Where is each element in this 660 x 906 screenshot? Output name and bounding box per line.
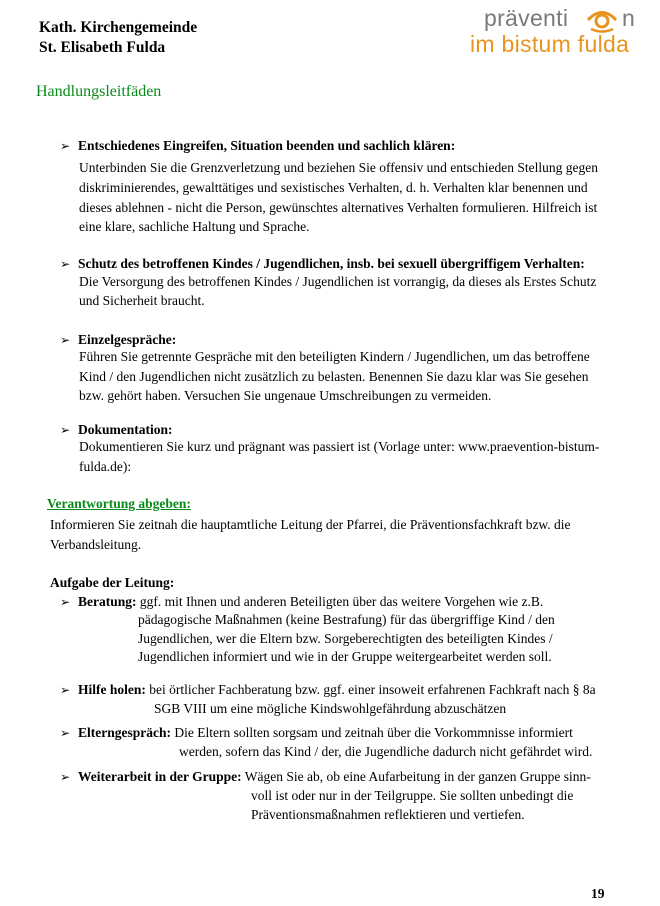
logo-text-line2: im bistum fulda bbox=[470, 31, 630, 57]
bullet-text-line: eine klare, sachliche Haltung und Sprache. bbox=[79, 219, 310, 234]
bullet-title: Entschiedenes Eingreifen, Situation beenden und sachlich klären: bbox=[78, 138, 456, 153]
leadership-item-text-line: werden, sofern das Kind / der, die Jugendliche dadurch nicht gefährdet wird. bbox=[179, 744, 593, 759]
leadership-item-text-line: voll ist oder nur in der Teilgruppe. Sie sollten unbedingt die bbox=[251, 788, 574, 803]
parish-name-line1: Kath. Kirchengemeinde bbox=[39, 19, 198, 36]
leadership-item bbox=[60, 767, 591, 788]
leadership-item bbox=[60, 723, 573, 744]
leadership-item-label: Beratung: bbox=[78, 594, 137, 609]
arrow-bullet-icon: ➢ bbox=[60, 333, 71, 347]
responsibility-text-line: Informieren Sie zeitnah die hauptamtliche Leitung der Pfarrei, die Präventionsfachkraft bzw. die bbox=[50, 517, 571, 532]
arrow-bullet-icon: ➢ bbox=[60, 726, 71, 740]
bullet-text-line: Kind / den Jugendlichen nicht zusätzlich zu belasten. Benennen Sie dazu klar was Sie gesehen bbox=[79, 369, 589, 384]
parish-name-line2: St. Elisabeth Fulda bbox=[39, 39, 166, 56]
responsibility-text-line: Verbandsleitung. bbox=[50, 537, 142, 552]
responsibility-title: Verantwortung abgeben: bbox=[47, 496, 191, 511]
leadership-item-text: bei örtlicher Fachberatung bzw. ggf. einer insoweit erfahrenen Fachkraft nach § 8a bbox=[149, 682, 596, 697]
bullet-text-line: Führen Sie getrennte Gespräche mit den beteiligten Kindern / Jugendlichen, um das betroffene bbox=[79, 349, 590, 364]
logo-text-line1: präventi bbox=[484, 5, 569, 31]
bullet-title: Schutz des betroffenen Kindes / Jugendlichen, insb. bei sexuell übergriffigem Verhalten: bbox=[78, 256, 585, 271]
leadership-title: Aufgabe der Leitung: bbox=[50, 575, 175, 590]
arrow-bullet-icon: ➢ bbox=[60, 770, 71, 784]
arrow-bullet-icon: ➢ bbox=[60, 257, 71, 271]
praevention-logo bbox=[470, 2, 650, 58]
leadership-item-label: Weiterarbeit in der Gruppe: bbox=[78, 769, 242, 784]
logo-text-line1-end: n bbox=[622, 5, 635, 31]
eye-logo-icon bbox=[585, 7, 619, 33]
leadership-item-text-line: pädagogische Maßnahmen (keine Bestrafung) für das übergriffige Kind / den bbox=[138, 612, 555, 627]
leadership-item-text-line: Präventionsmaßnahmen reflektieren und vertiefen. bbox=[251, 807, 525, 822]
leadership-item-label: Elterngespräch: bbox=[78, 725, 171, 740]
bullet-title: Einzelgespräche: bbox=[78, 332, 177, 347]
arrow-bullet-icon: ➢ bbox=[60, 423, 71, 437]
arrow-bullet-icon: ➢ bbox=[60, 683, 71, 697]
bullet-text-line: Unterbinden Sie die Grenzverletzung und beziehen Sie offensiv und entschieden Stellung gegen bbox=[79, 160, 598, 175]
bullet-text-line: und Sicherheit braucht. bbox=[79, 293, 205, 308]
bullet-item bbox=[60, 254, 585, 274]
leadership-item-text: Die Eltern sollten sorgsam und zeitnah über die Vorkommnisse informiert bbox=[174, 725, 573, 740]
bullet-text-line: dieses ablehnen - nicht die Person, gewünschtes alternatives Verhalten formulieren. Hilfreich ist bbox=[79, 200, 598, 215]
bullet-text-line: diskriminierendes, gewalttätiges und sexistisches Verhalten, d. h. Verhalten klar benennen und bbox=[79, 180, 588, 195]
section-title: Handlungsleitfäden bbox=[36, 83, 162, 100]
arrow-bullet-icon: ➢ bbox=[60, 595, 71, 609]
leadership-item-text-line: Jugendlichen informiert und wie in der Gruppe weitergearbeitet werden soll. bbox=[138, 649, 552, 664]
arrow-bullet-icon: ➢ bbox=[60, 139, 71, 153]
leadership-item-text: Wägen Sie ab, ob eine Aufarbeitung in der ganzen Gruppe sinn- bbox=[244, 769, 591, 784]
bullet-text-line: bzw. gehört haben. Versuchen Sie ungenaue Umschreibungen zu vermeiden. bbox=[79, 388, 492, 403]
bullet-text-line: fulda.de): bbox=[79, 459, 132, 474]
leadership-item-text-line: Jugendlichen, wer die Eltern bzw. Sorgeberechtigten des beteiligten Kindes / bbox=[138, 631, 553, 646]
leadership-item-text: ggf. mit Ihnen und anderen Beteiligten über das weitere Vorgehen wie z.B. bbox=[139, 594, 544, 609]
bullet-item bbox=[60, 136, 455, 156]
bullet-title: Dokumentation: bbox=[78, 422, 173, 437]
leadership-item-label: Hilfe holen: bbox=[78, 682, 146, 697]
bullet-text-line: Die Versorgung des betroffenen Kindes / Jugendlichen ist vorrangig, da dieses als Erstes Schutz bbox=[79, 274, 597, 289]
bullet-text-line: Dokumentieren Sie kurz und prägnant was passiert ist (Vorlage unter: www.praevention-bistum- bbox=[79, 439, 600, 454]
page-number: 19 bbox=[591, 886, 605, 901]
leadership-item-text-line: SGB VIII um eine mögliche Kindswohlgefährdung abzuschätzen bbox=[154, 701, 507, 716]
leadership-item bbox=[60, 680, 596, 701]
